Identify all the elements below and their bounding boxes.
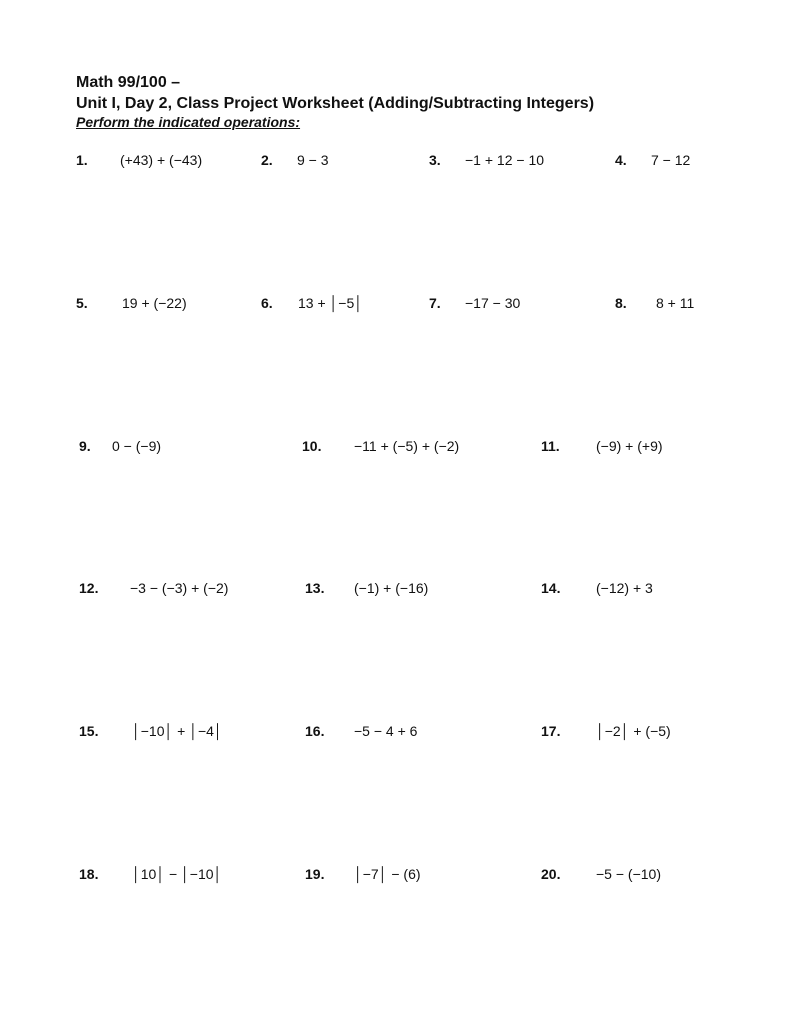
course-title: Math 99/100 – [76, 74, 181, 91]
problem-expression: (−1) + (−16) [354, 580, 429, 596]
worksheet-header [76, 72, 594, 131]
problem-number: 9. [79, 438, 91, 454]
problem-number: 3. [429, 152, 441, 168]
problem-number: 13. [305, 580, 325, 596]
problem-number: 4. [615, 152, 627, 168]
problem-expression: −11 + (−5) + (−2) [354, 438, 460, 454]
problem-expression: −1 + 12 − 10 [465, 152, 545, 168]
problem-expression: (−9) + (+9) [596, 438, 663, 454]
problem-number: 15. [79, 723, 99, 739]
problem-expression: −17 − 30 [465, 295, 521, 311]
problem-expression: │−2│ + (−5) [596, 723, 671, 739]
problem-number: 10. [302, 438, 322, 454]
problem-number: 17. [541, 723, 561, 739]
problem-number: 8. [615, 295, 627, 311]
problem-number: 1. [76, 152, 88, 168]
problem-expression: 19 + (−22) [122, 295, 187, 311]
problem-expression: │10│ − │−10│ [132, 866, 223, 882]
problem-number: 20. [541, 866, 561, 882]
problem-number: 14. [541, 580, 561, 596]
problem-expression: (−12) + 3 [596, 580, 653, 596]
problem-expression: (+43) + (−43) [120, 152, 203, 168]
problem-expression: −5 − 4 + 6 [354, 723, 418, 739]
problem-expression: 9 − 3 [297, 152, 329, 168]
problem-expression: │−7│ − (6) [354, 866, 421, 882]
instructions: Perform the indicated operations: [76, 114, 301, 130]
problem-expression: −3 − (−3) + (−2) [130, 580, 229, 596]
problem-number: 2. [261, 152, 273, 168]
problem-number: 12. [79, 580, 99, 596]
problem-number: 7. [429, 295, 441, 311]
problem-expression: 13 + │−5│ [298, 295, 363, 311]
problem-number: 6. [261, 295, 273, 311]
worksheet-title: Unit I, Day 2, Class Project Worksheet (Adding/Subtracting Integers) [76, 95, 595, 112]
problem-expression: 7 − 12 [651, 152, 691, 168]
problem-expression: 0 − (−9) [112, 438, 162, 454]
problem-number: 5. [76, 295, 88, 311]
problem-expression: │−10│ + │−4│ [132, 723, 223, 739]
problem-expression: −5 − (−10) [596, 866, 661, 882]
problem-number: 16. [305, 723, 325, 739]
problem-number: 11. [541, 438, 560, 454]
problem-number: 19. [305, 866, 325, 882]
problem-number: 18. [79, 866, 99, 882]
problem-expression: 8 + 11 [656, 295, 695, 311]
